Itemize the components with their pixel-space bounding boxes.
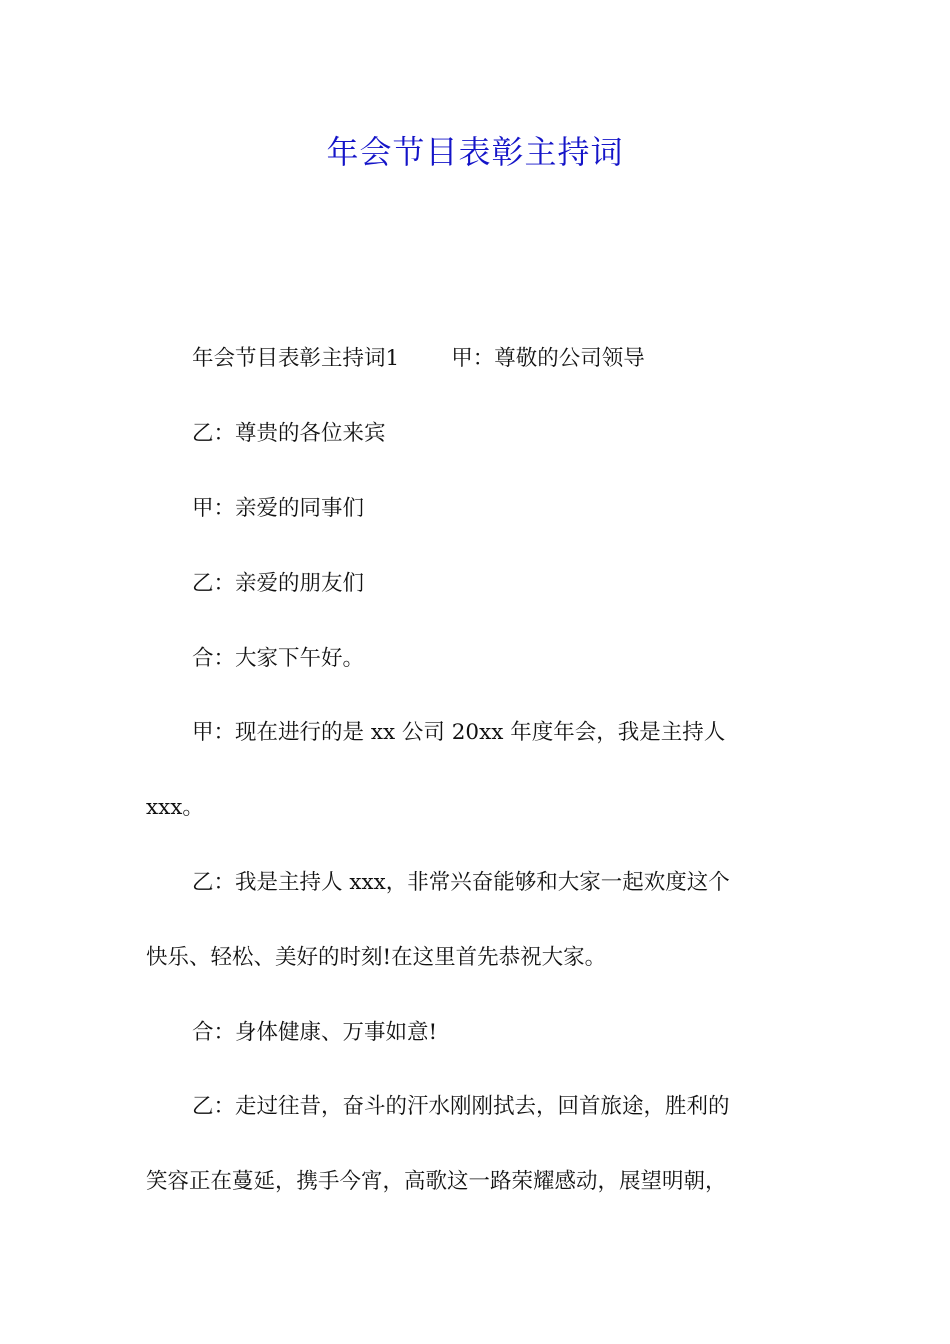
document-title: 年会节目表彰主持词 <box>326 133 624 171</box>
greeting-leader: 甲：尊敬的公司领导 <box>451 346 645 371</box>
section-heading: 年会节目表彰主持词1 <box>192 346 400 371</box>
paragraph-line: 合：大家下午好。 <box>192 646 365 671</box>
paragraph-line: 合：身体健康、万事如意! <box>192 1020 438 1045</box>
paragraph-line: 乙：走过往昔，奋斗的汗水刚刚拭去，回首旅途，胜利的 <box>192 1094 730 1119</box>
paragraph-line: xxx。 <box>146 795 204 820</box>
paragraph-line: 笑容正在蔓延，携手今宵，高歌这一路荣耀感动，展望明朝， <box>146 1169 727 1194</box>
paragraph-line: 乙：亲爱的朋友们 <box>192 571 365 596</box>
paragraph-line: 甲：亲爱的同事们 <box>192 496 365 521</box>
paragraph-line: 甲：现在进行的是 xx 公司 20xx 年度年会，我是主持人 <box>192 720 726 745</box>
heading-line <box>146 344 862 374</box>
paragraph-line: 乙：我是主持人 xxx，非常兴奋能够和大家一起欢度这个 <box>192 870 730 895</box>
paragraph-line: 快乐、轻松、美好的时刻!在这里首先恭祝大家。 <box>146 945 607 970</box>
paragraph-line: 乙：尊贵的各位来宾 <box>192 421 386 446</box>
